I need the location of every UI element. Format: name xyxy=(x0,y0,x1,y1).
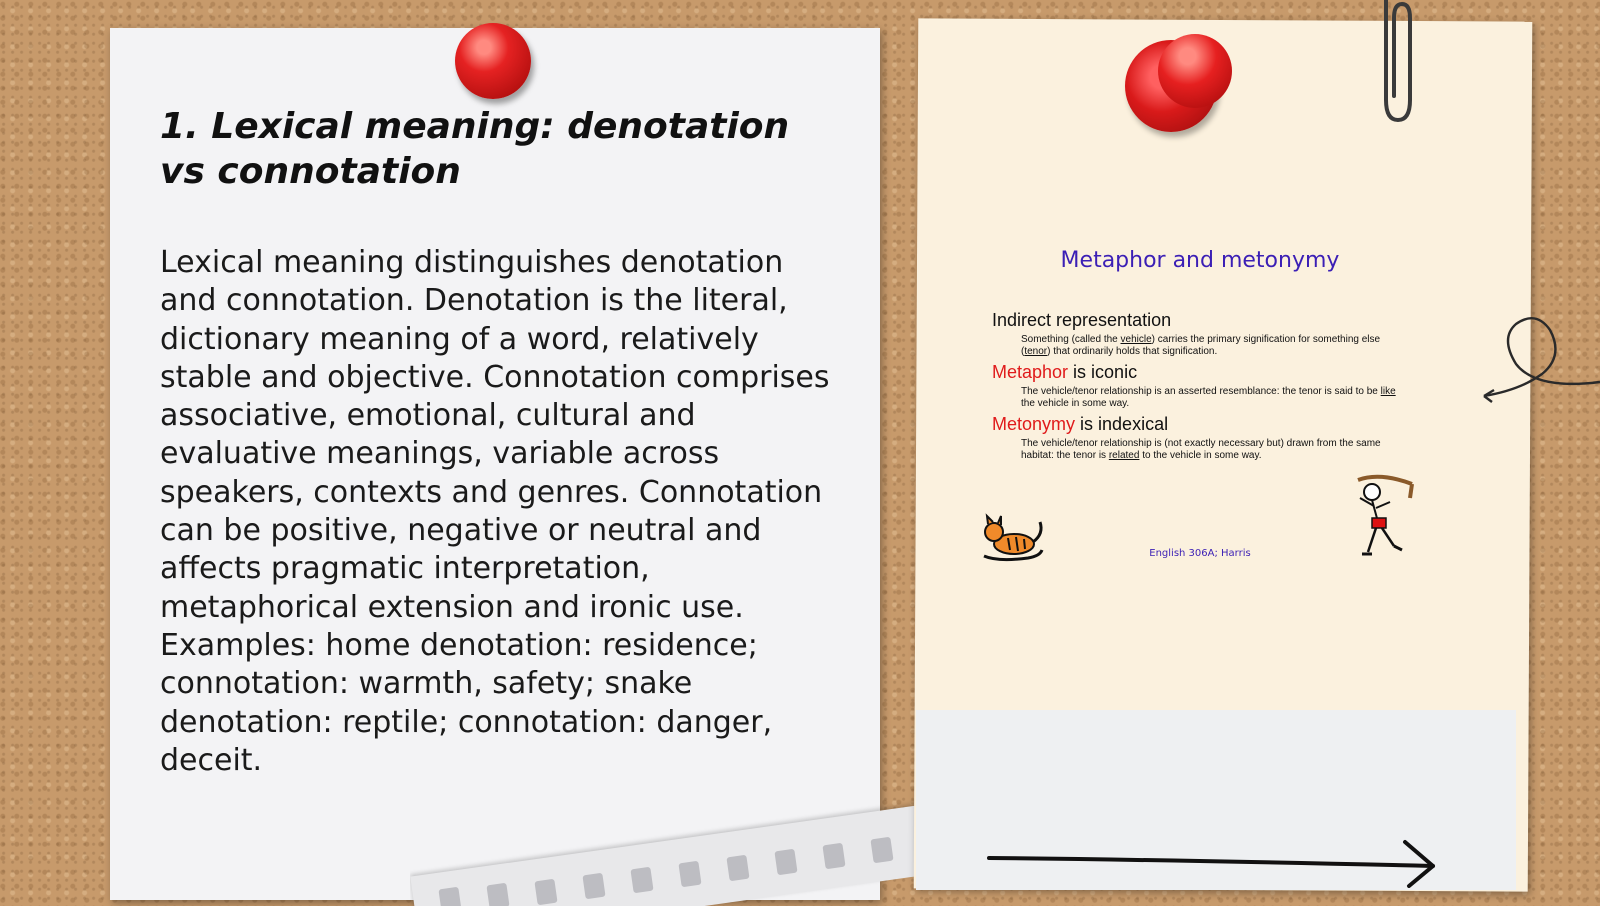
section-description: The vehicle/tenor relationship is an asserted resemblance: the tenor is said to be like the vehicle in some way. xyxy=(1021,386,1396,409)
slide-title: Metaphor and metonymy xyxy=(1060,248,1340,273)
cat-icon xyxy=(978,510,1048,566)
pushpin-icon xyxy=(1158,34,1232,108)
section-description: The vehicle/tenor relationship is (not exactly necessary but) drawn from the same habitat: the tenor is related to the vehicle in some way. xyxy=(1021,438,1381,461)
lexical-meaning-paragraph: Lexical meaning distinguishes denotation and connotation. Denotation is the literal, dictionary meaning of a word, relatively stable and objective. Connotation comprises associative, emotional, cultural and evaluative meanings, variable across speakers, contexts and genres. Connotation can be positive, negative or neutral and affects pragmatic interpretation, metaphorical extension and ironic use. Examples: home denotation: residence; connotation: warmth, safety; snake denotation: reptile; connotation: danger, deceit. xyxy=(160,245,830,778)
pushpin-icon xyxy=(455,23,531,99)
paperclip-icon xyxy=(1372,0,1418,126)
string-loop-icon xyxy=(1480,310,1600,410)
section-description: Something (called the vehicle) carries the primary signification for something else (tenor) that ordinarily holds that signification. xyxy=(1021,334,1381,357)
stick-figure-icon xyxy=(1350,472,1420,562)
torn-paper-edge xyxy=(410,796,990,906)
slide-footer: English 306A; Harris xyxy=(1149,548,1251,559)
arrow-right-icon xyxy=(985,838,1445,888)
section-heading: Metaphor is iconic xyxy=(992,362,1138,382)
section-heading: Indirect representation xyxy=(992,310,1172,330)
section-heading: Metonymy is indexical xyxy=(992,414,1169,434)
page-title: 1. Lexical meaning: denotation vs connotation xyxy=(160,106,790,192)
